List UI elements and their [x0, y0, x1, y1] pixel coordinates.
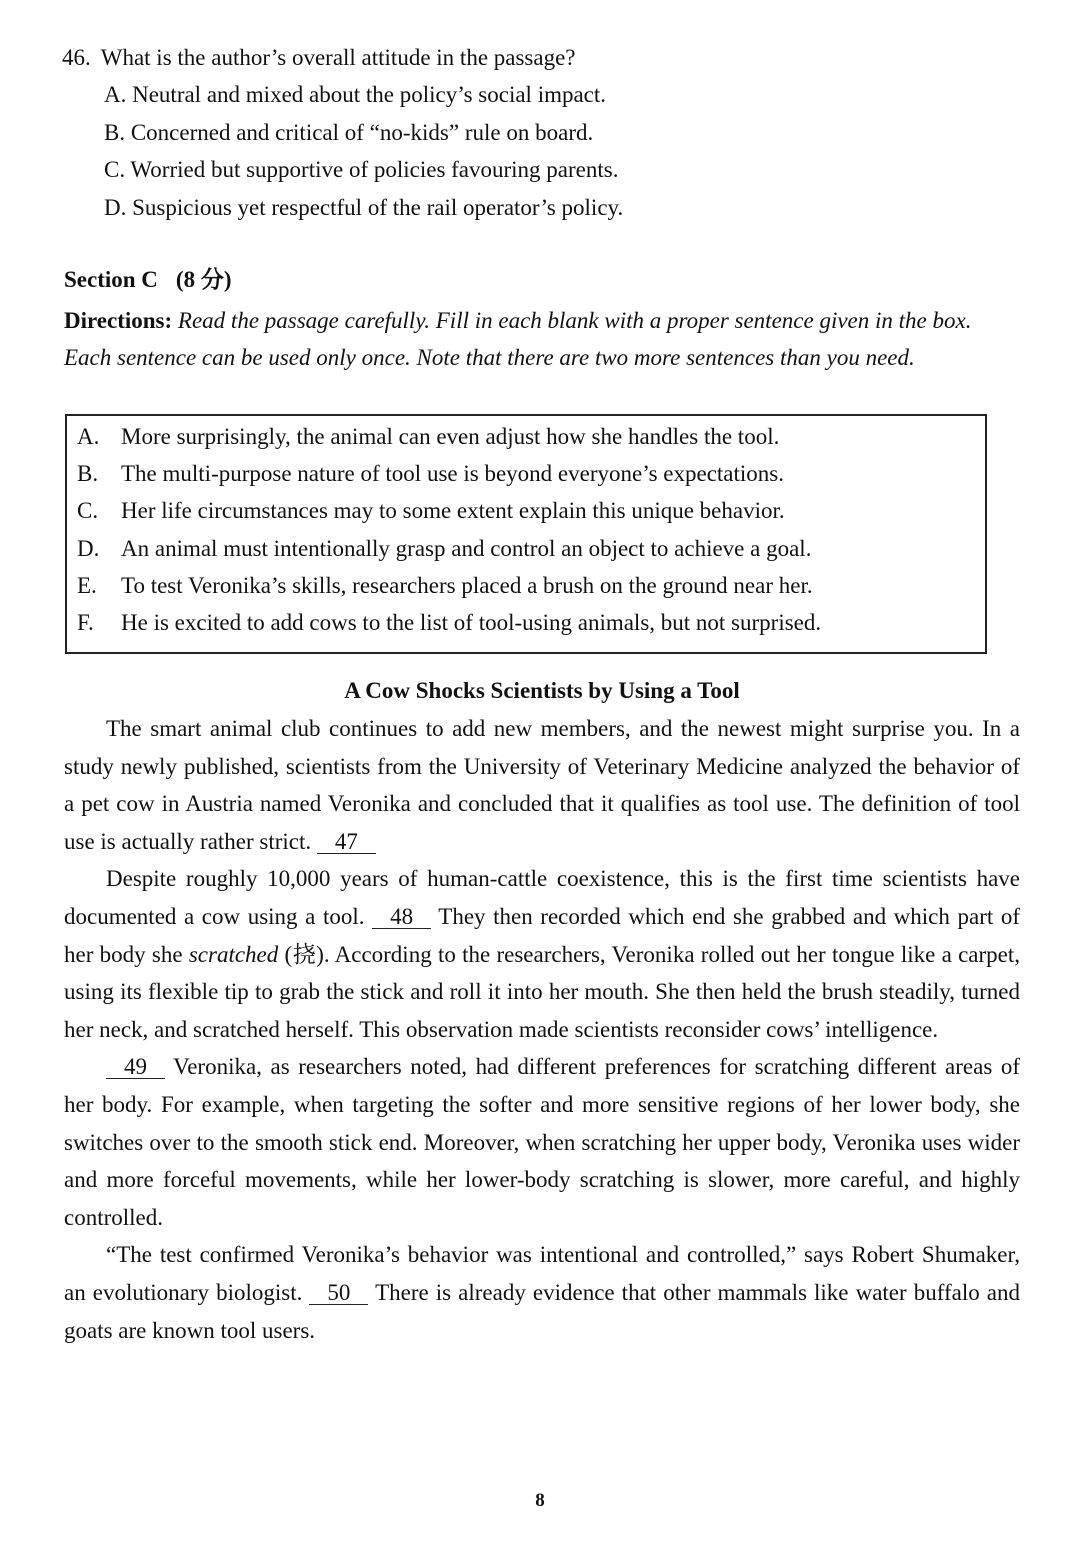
question-options — [104, 76, 1022, 226]
paragraph-text: They then recorded which end she grabbed and which part of her body she — [64, 903, 1020, 967]
directions-label: Directions: — [64, 308, 173, 333]
box-letter: D. — [77, 535, 100, 561]
paragraph-text: . According to the researchers, Veronika rolled out her tongue like a carpet, using its flexible tip to grab the stick and roll it into her mouth. She then held the brush steadily, turned her neck, and scratched herself. This observation made scientists reconsider cows’ intelligence. — [64, 941, 1020, 1042]
vocab-word: scratched — [188, 941, 279, 967]
directions-text: Read the passage carefully. Fill in each blank with a proper sentence given in the box. Each sentence can be used only once. Note that there are two more sentences than you need. — [64, 308, 972, 370]
article-title: A Cow Shocks Scientists by Using a Tool — [344, 678, 740, 703]
option-b: B. Concerned and critical of “no-kids” rule on board. — [104, 119, 594, 145]
paragraph-text: Veronika, as researchers noted, had different preferences for scratching different areas of her body. For example, when targeting the softer and more sensitive regions of her lower body, she switches over to the smooth stick end. Moreover, when scratching her upper body, Veronika uses wider and more forceful movements, while her lower-body scratching is slower, more careful, and highly controlled. — [64, 1054, 1020, 1230]
question-text: What is the author’s overall attitude in the passage? — [100, 45, 576, 70]
question-number: 46. — [62, 45, 91, 70]
directions — [64, 302, 1024, 376]
sentence-box — [65, 414, 987, 654]
section-heading — [64, 262, 232, 298]
question-stem — [62, 40, 1022, 76]
blank-49: 49 — [106, 1056, 165, 1079]
section-score: (8 分) — [175, 267, 232, 292]
box-text: More surprisingly, the animal can even adjust how she handles the tool. — [121, 424, 780, 449]
blank-47: 47 — [317, 831, 376, 854]
paragraph-1 — [64, 710, 1020, 860]
box-text: An animal must intentionally grasp and control an object to achieve a goal. — [121, 535, 812, 561]
option-a: A. Neutral and mixed about the policy’s social impact. — [104, 82, 607, 107]
paragraph-text: Despite roughly 10,000 years of human-cattle coexistence, this is the first time scientists have documented a cow using a tool. — [64, 866, 1020, 929]
box-option-a — [77, 418, 985, 455]
paragraph-3 — [64, 1048, 1020, 1236]
paragraph-text: “The test confirmed Veronika’s behavior was intentional and controlled,” says Robert Shumaker, an evolutionary biologist. — [64, 1242, 1020, 1305]
box-letter: C. — [77, 498, 99, 524]
box-option-c — [77, 492, 985, 529]
option-d: D. Suspicious yet respectful of the rail operator’s policy. — [104, 194, 624, 220]
section-title: Section C — [64, 267, 158, 292]
paragraph-4 — [64, 1236, 1020, 1349]
paragraph-text: The smart animal club continues to add new members, and the newest might surprise you. In a study newly published, scientists from the University of Veterinary Medicine analyzed the behavior of a pet cow in Austria named Veronika and concluded that it qualifies as tool use. The definition of tool use is actually rather strict. — [64, 716, 1020, 854]
box-letter: A. — [77, 424, 100, 449]
blank-50: 50 — [309, 1282, 368, 1305]
vocab-gloss: (挠) — [284, 941, 324, 967]
box-letter: F. — [77, 610, 94, 636]
question-46 — [62, 40, 1022, 226]
box-text: He is excited to add cows to the list of tool-using animals, but not surprised. — [121, 610, 822, 636]
box-letter: E. — [77, 572, 97, 598]
option-c: C. Worried but supportive of policies favouring parents. — [104, 157, 619, 182]
box-text: To test Veronika’s skills, researchers placed a brush on the ground near her. — [121, 572, 813, 598]
blank-48: 48 — [372, 906, 431, 929]
box-text: The multi-purpose nature of tool use is beyond everyone’s expectations. — [121, 461, 784, 487]
article — [64, 672, 1020, 1349]
box-option-f — [77, 604, 985, 641]
box-text: Her life circumstances may to some extent explain this unique behavior. — [121, 498, 785, 524]
box-letter: B. — [77, 461, 99, 487]
page-number: 8 — [535, 1490, 545, 1511]
paragraph-2 — [64, 860, 1020, 1048]
box-option-d — [77, 530, 985, 567]
box-option-e — [77, 567, 985, 604]
box-option-b — [77, 455, 985, 492]
paragraph-text: There is already evidence that other mammals like water buffalo and goats are known tool users. — [64, 1279, 1020, 1343]
